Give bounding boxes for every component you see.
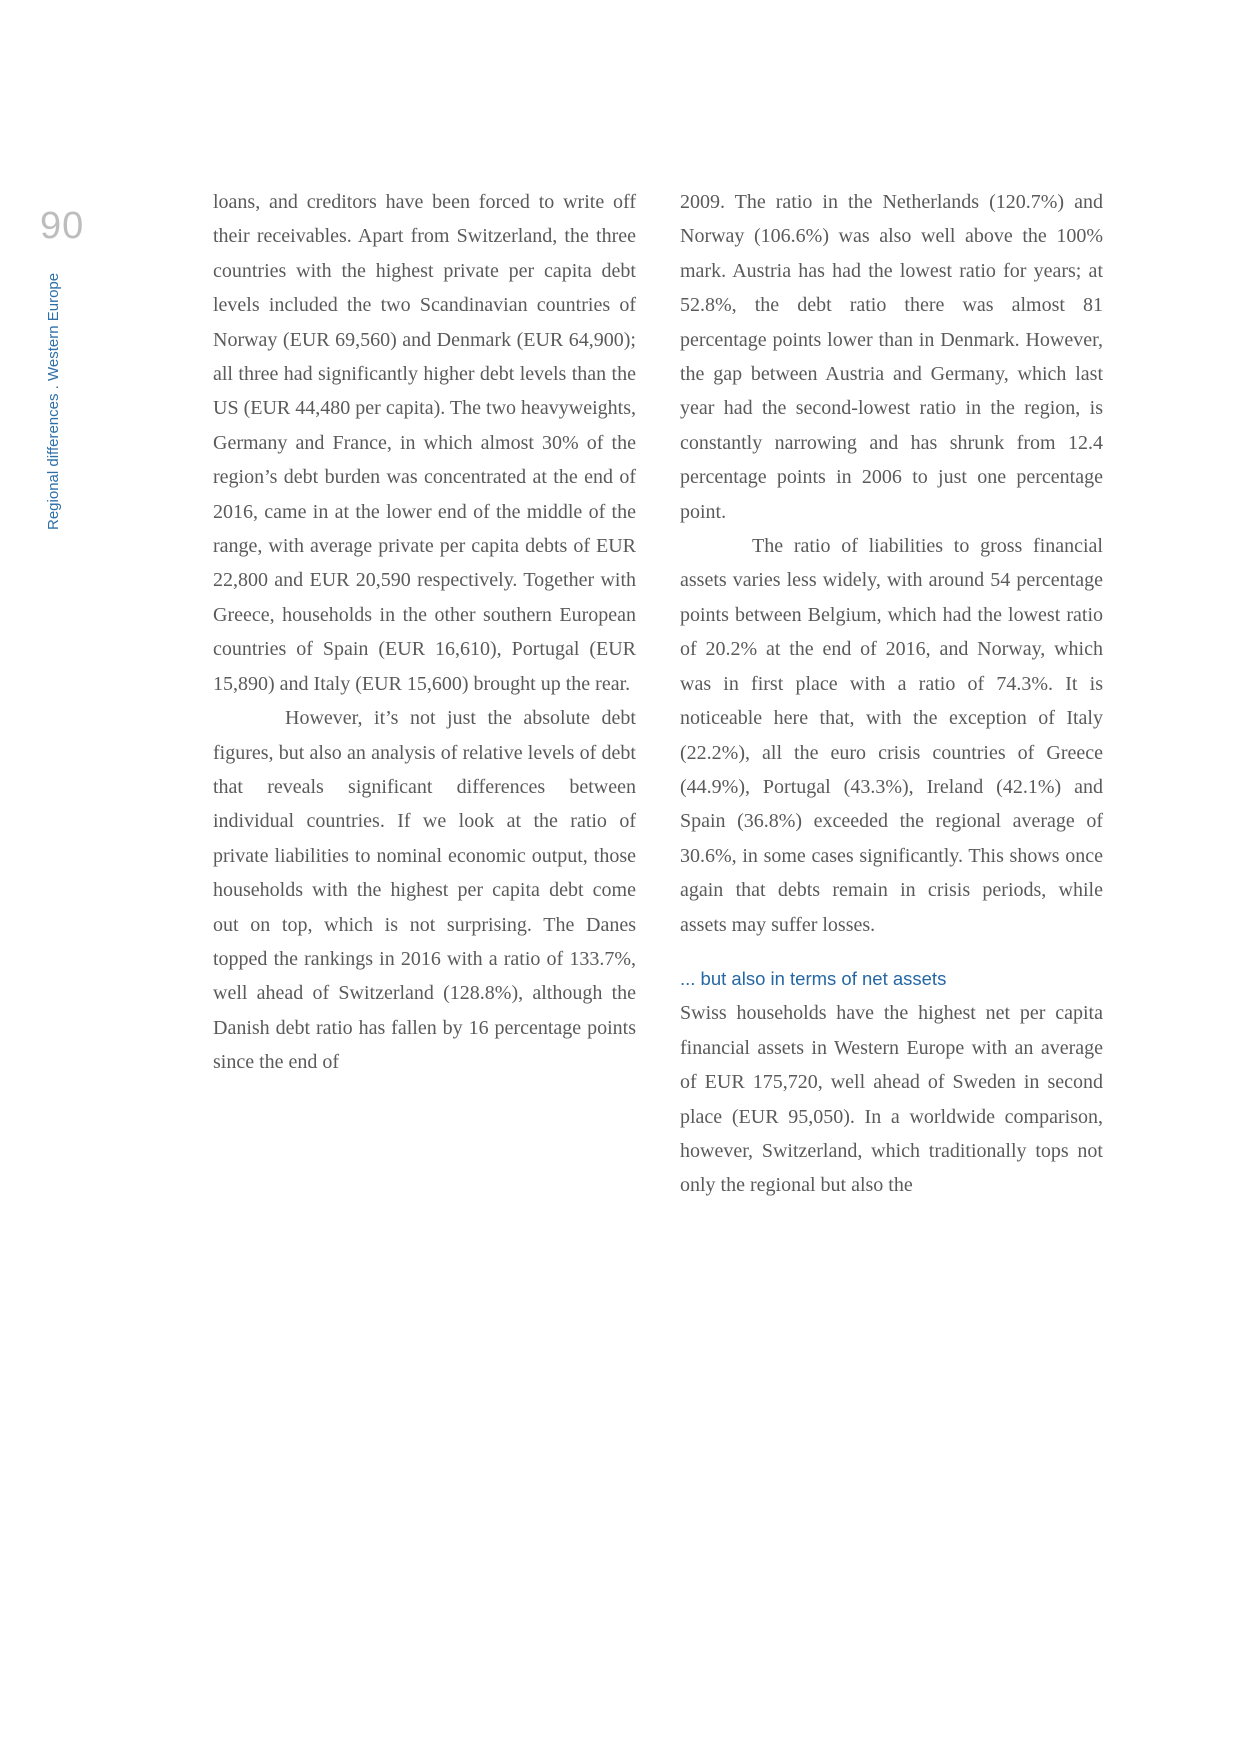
page-number: 90	[40, 205, 85, 247]
right-paragraph-3: Swiss households have the highest net per capita financial assets in Western Europe with an average of EUR 175,720, well ahead of Sweden in second place (EUR 95,050). In a worldwide comparison, however, Switzerland, which traditionally tops not only the regional but also the	[680, 1002, 1103, 1197]
left-column	[213, 185, 636, 1080]
right-paragraph-2: The ratio of liabilities to gross financial assets varies less widely, with around 54 percentage points between Belgium, which had the lowest ratio of 20.2% at the end of 2016, and Norway, which was in first place with a ratio of 74.3%. It is noticeable here that, with the exception of Italy (22.2%), all the euro crisis countries of Greece (44.9%), Portugal (43.3%), Ireland (42.1%) and Spain (36.8%) exceeded the regional average of 30.6%, in some cases significantly. This shows once again that debts remain in crisis periods, while assets may suffer losses.	[680, 535, 1103, 936]
left-paragraph-1: loans, and creditors have been forced to write off their receivables. Apart from Switzerland, the three countries with the highest private per capita debt levels included the two Scandinavian countries of Norway (EUR 69,560) and Denmark (EUR 64,900); all three had significantly higher debt levels than the US (EUR 44,480 per capita). The two heavyweights, Germany and France, in which almost 30% of the region’s debt burden was concentrated at the end of 2016, came in at the lower end of the middle of the range, with average private per capita debts of EUR 22,800 and EUR 20,590 respectively. Together with Greece, households in the other southern European countries of Spain (EUR 16,610), Portugal (EUR 15,890) and Italy (EUR 15,600) brought up the rear.	[213, 191, 636, 695]
section-subheading: ... but also in terms of net assets	[680, 967, 947, 989]
running-head: Regional differences . Western Europe	[45, 272, 62, 530]
left-paragraph-2: However, it’s not just the absolute debt figures, but also an analysis of relative levels of debt that reveals significant differences between individual countries. If we look at the ratio of private liabilities to nominal economic output, those households with the highest per capita debt come out on top, which is not surprising. The Danes topped the rankings in 2016 with a ratio of 133.7%, well ahead of Switzerland (128.8%), although the Danish debt ratio has fallen by 16 percentage points since the end of	[213, 707, 636, 1074]
right-column	[680, 185, 1103, 1203]
right-paragraph-1: 2009. The ratio in the Netherlands (120.7%) and Norway (106.6%) was also well above the 100% mark. Austria has had the lowest ratio for years; at 52.8%, the debt ratio there was almost 81 percentage points lower than in Denmark. However, the gap between Austria and Germany, which last year had the second-lowest ratio in the region, is constantly narrowing and has shrunk from 12.4 percentage points in 2006 to just one percentage point.	[680, 191, 1103, 523]
